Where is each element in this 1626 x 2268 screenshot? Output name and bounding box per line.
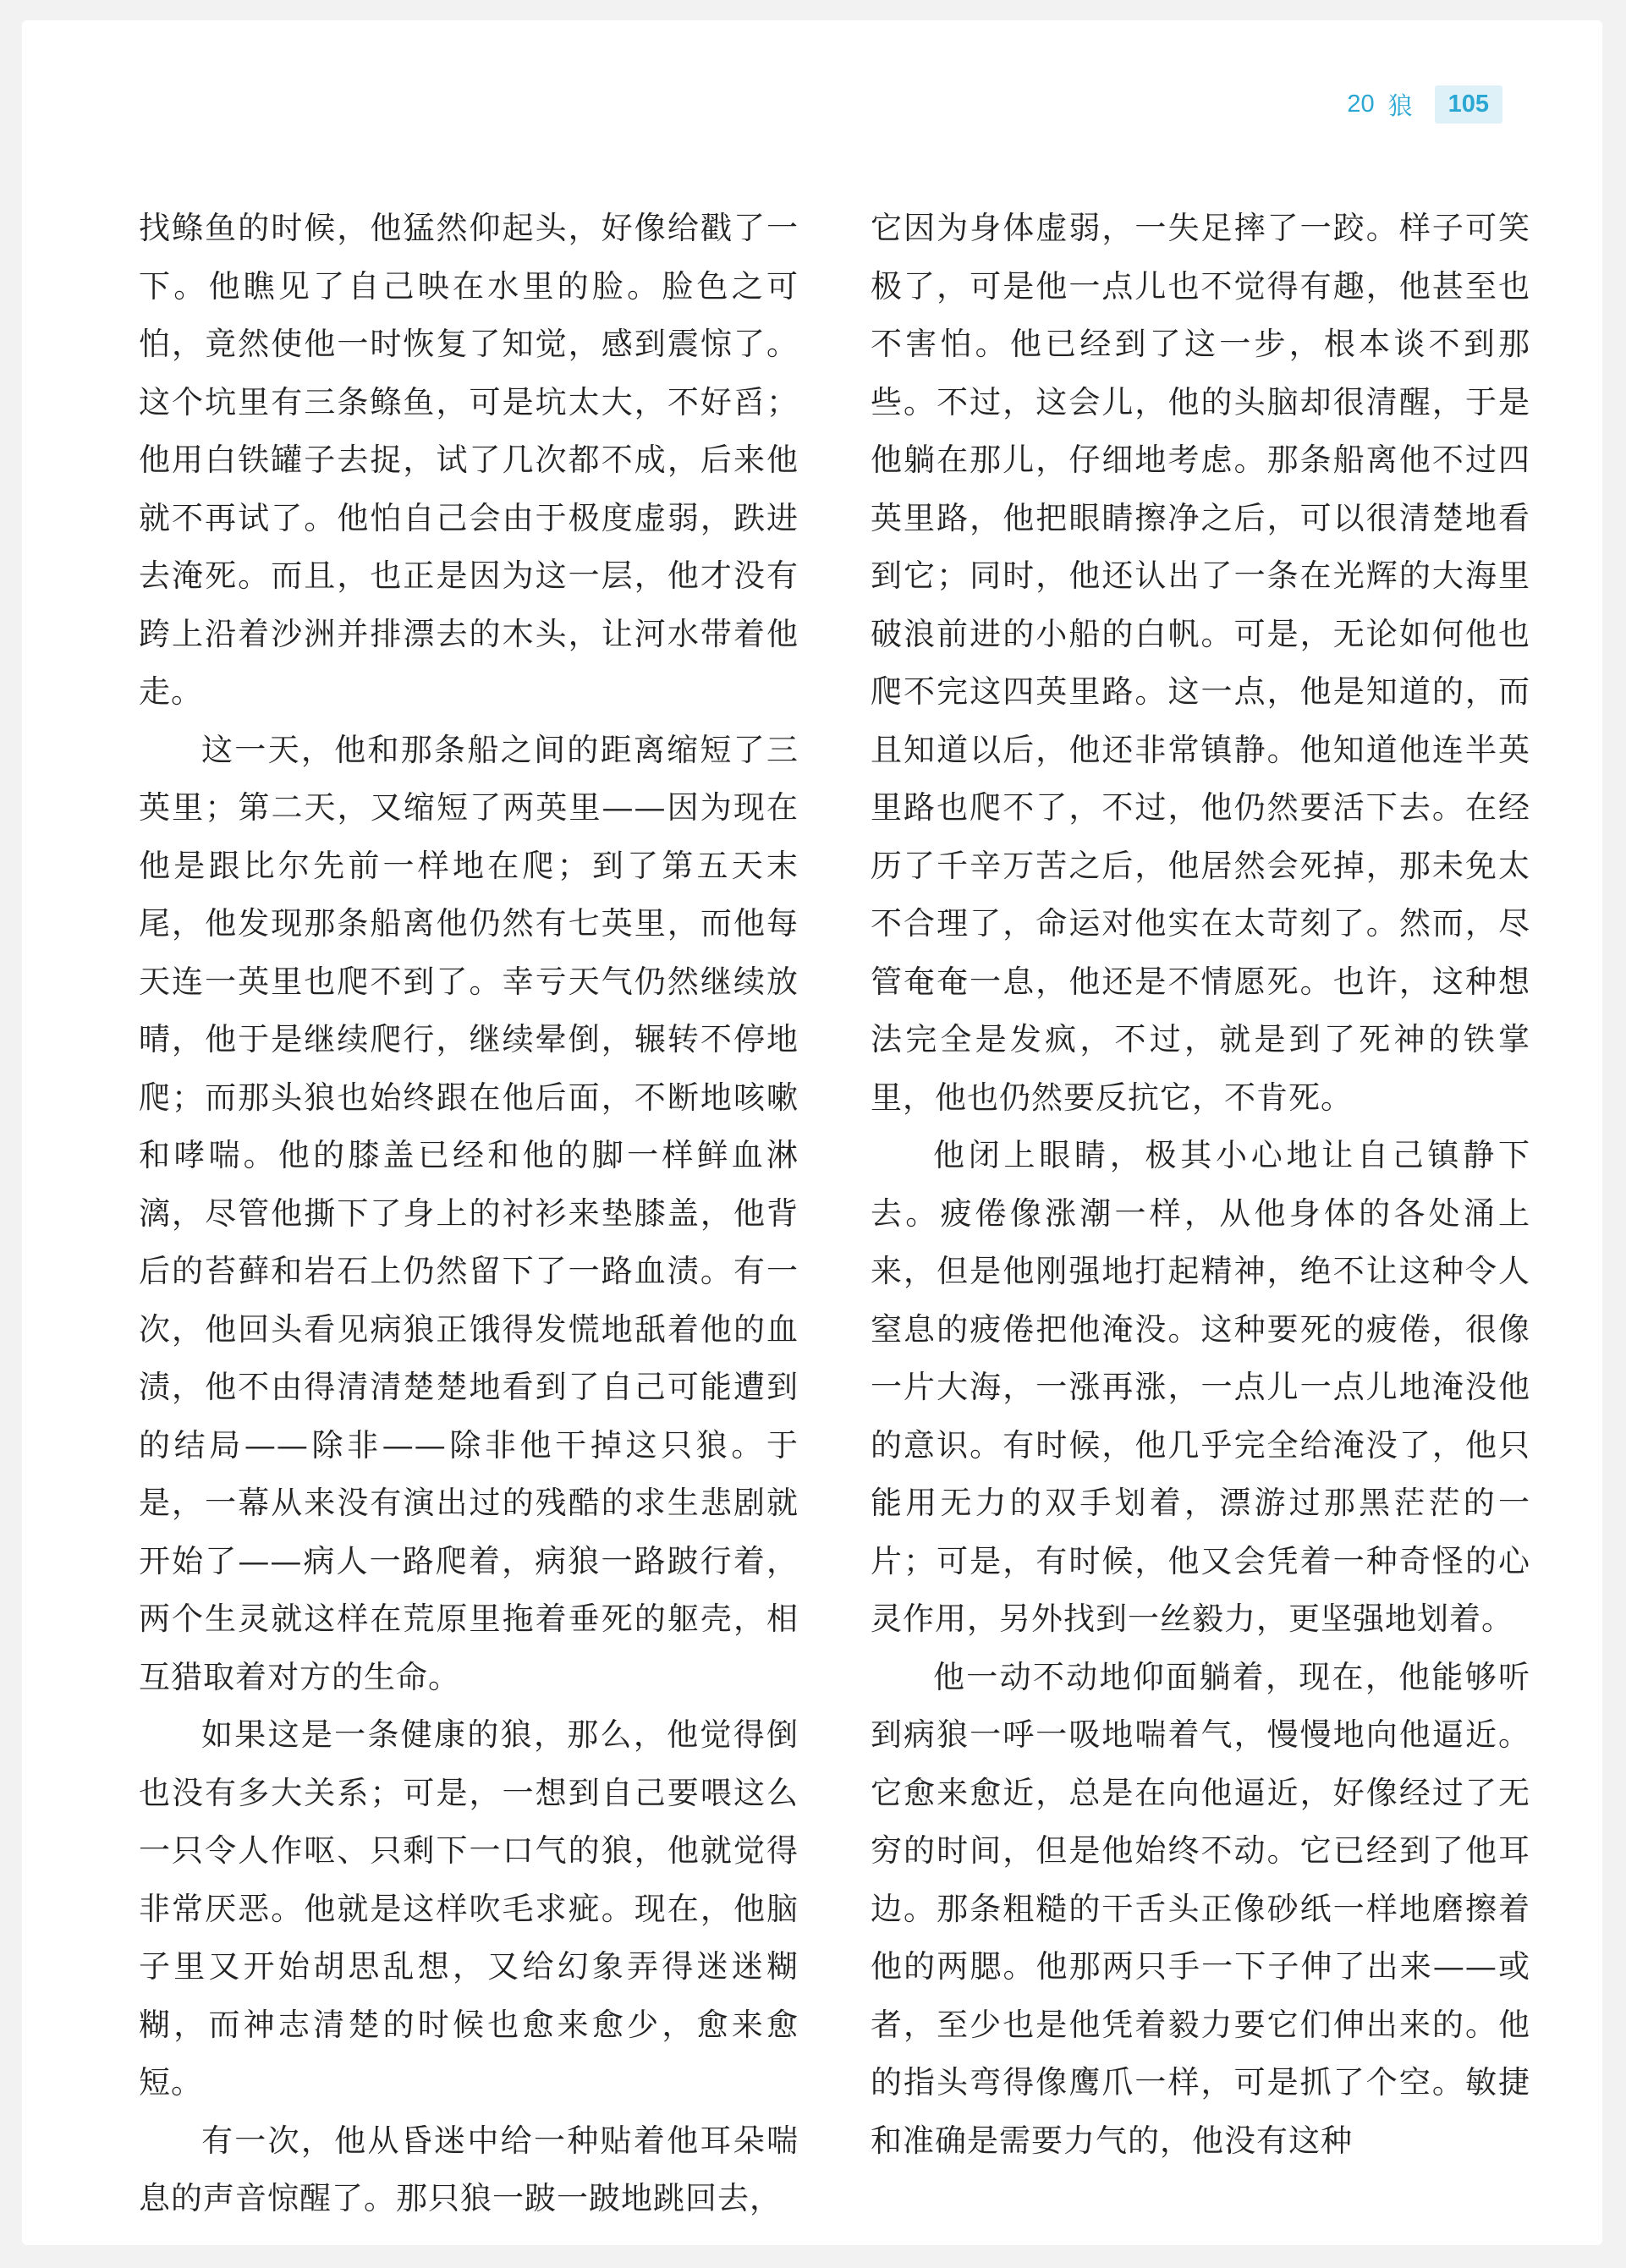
- chapter-title: 狼: [1387, 92, 1413, 120]
- book-page: [22, 20, 1602, 2245]
- paragraph: 他闭上眼睛，极其小心地让自己镇静下去。疲倦像涨潮一样，从他身体的各处涌上来，但是他刚强地打起精神，绝不让这种令人窒息的疲倦把他淹没。这种要死的疲倦，很像一片大海，一涨再涨，一点儿一点儿地淹没他的意识。有时候，他几乎完全给淹没了，他只能用无力的双手划着，漂游过那黑茫茫的一片；可是，有时候，他又会凭着一种奇怪的心灵作用，另外找到一丝毅力，更坚强地划着。: [871, 1137, 1530, 1637]
- paragraph: 找鲦鱼的时候，他猛然仰起头，好像给戳了一下。他瞧见了自己映在水里的脸。脸色之可怕，竟然使他一时恢复了知觉，感到震惊了。这个坑里有三条鲦鱼，可是坑太大，不好舀；他用白铁罐子去捉，试了几次都不成，后来他就不再试了。他怕自己会由于极度虚弱，跌进去淹死。而且，也正是因为这一层，他才没有跨上沿着沙洲并排漂去的木头，让河水带着他走。: [139, 210, 799, 710]
- paragraph: 有一次，他从昏迷中给一种贴着他耳朵喘息的声音惊醒了。那只狼一跛一跛地跳回去，: [139, 2122, 799, 2216]
- page-header: [1347, 81, 1502, 127]
- paragraph: 它因为身体虚弱，一失足摔了一跤。样子可笑极了，可是他一点儿也不觉得有趣，他甚至也不害怕。他已经到了这一步，根本谈不到那些。不过，这会儿，他的头脑却很清醒，于是他躺在那儿，仔细地考虑。那条船离他不过四英里路，他把眼睛擦净之后，可以很清楚地看到它；同时，他还认出了一条在光辉的大海里破浪前进的小船的白帆。可是，无论如何他也爬不完这四英里路。这一点，他是知道的，而且知道以后，他还非常镇静。他知道他连半英里路也爬不了，不过，他仍然要活下去。在经历了千辛万苦之后，他居然会死掉，那未免太不合理了，命运对他实在太苛刻了。然而，尽管奄奄一息，他还是不情愿死。也许，这种想法完全是发疯，不过，就是到了死神的铁掌里，他也仍然要反抗它，不肯死。: [871, 210, 1530, 1116]
- page-number: 105: [1435, 85, 1502, 124]
- paragraph: 如果这是一条健康的狼，那么，他觉得倒也没有多大关系；可是，一想到自己要喂这么一只令人作呕、只剩下一口气的狼，他就觉得非常厌恶。他就是这样吹毛求疵。现在，他脑子里又开始胡思乱想，又给幻象弄得迷迷糊糊，而神志清楚的时候也愈来愈少，愈来愈短。: [139, 1716, 799, 2101]
- chapter-number: 20: [1347, 90, 1375, 118]
- right-column: [871, 200, 1530, 2170]
- paragraph: 这一天，他和那条船之间的距离缩短了三英里；第二天，又缩短了两英里——因为现在他是跟比尔先前一样地在爬；到了第五天末尾，他发现那条船离他仍然有七英里，而他每天连一英里也爬不到了。幸亏天气仍然继续放晴，他于是继续爬行，继续晕倒，辗转不停地爬；而那头狼也始终跟在他后面，不断地咳嗽和哮喘。他的膝盖已经和他的脚一样鲜血淋漓，尽管他撕下了身上的衬衫来垫膝盖，他背后的苔藓和岩石上仍然留下了一路血渍。有一次，他回头看见病狼正饿得发慌地舐着他的血渍，他不由得清清楚楚地看到了自己可能遭到的结局——除非——除非他干掉这只狼。于是，一幕从来没有演出过的残酷的求生悲剧就开始了——病人一路爬着，病狼一路跛行着，两个生灵就这样在荒原里拖着垂死的躯壳，相互猎取着对方的生命。: [139, 731, 799, 1695]
- left-column: [139, 200, 799, 2228]
- paragraph: 他一动不动地仰面躺着，现在，他能够听到病狼一呼一吸地喘着气，慢慢地向他逼近。它愈来愈近，总是在向他逼近，好像经过了无穷的时间，但是他始终不动。它已经到了他耳边。那条粗糙的干舌头正像砂纸一样地磨擦着他的两腮。他那两只手一下子伸了出来——或者，至少也是他凭着毅力要它们伸出来的。他的指头弯得像鹰爪一样，可是抓了个空。敏捷和准确是需要力气的，他没有这种: [871, 1658, 1530, 2159]
